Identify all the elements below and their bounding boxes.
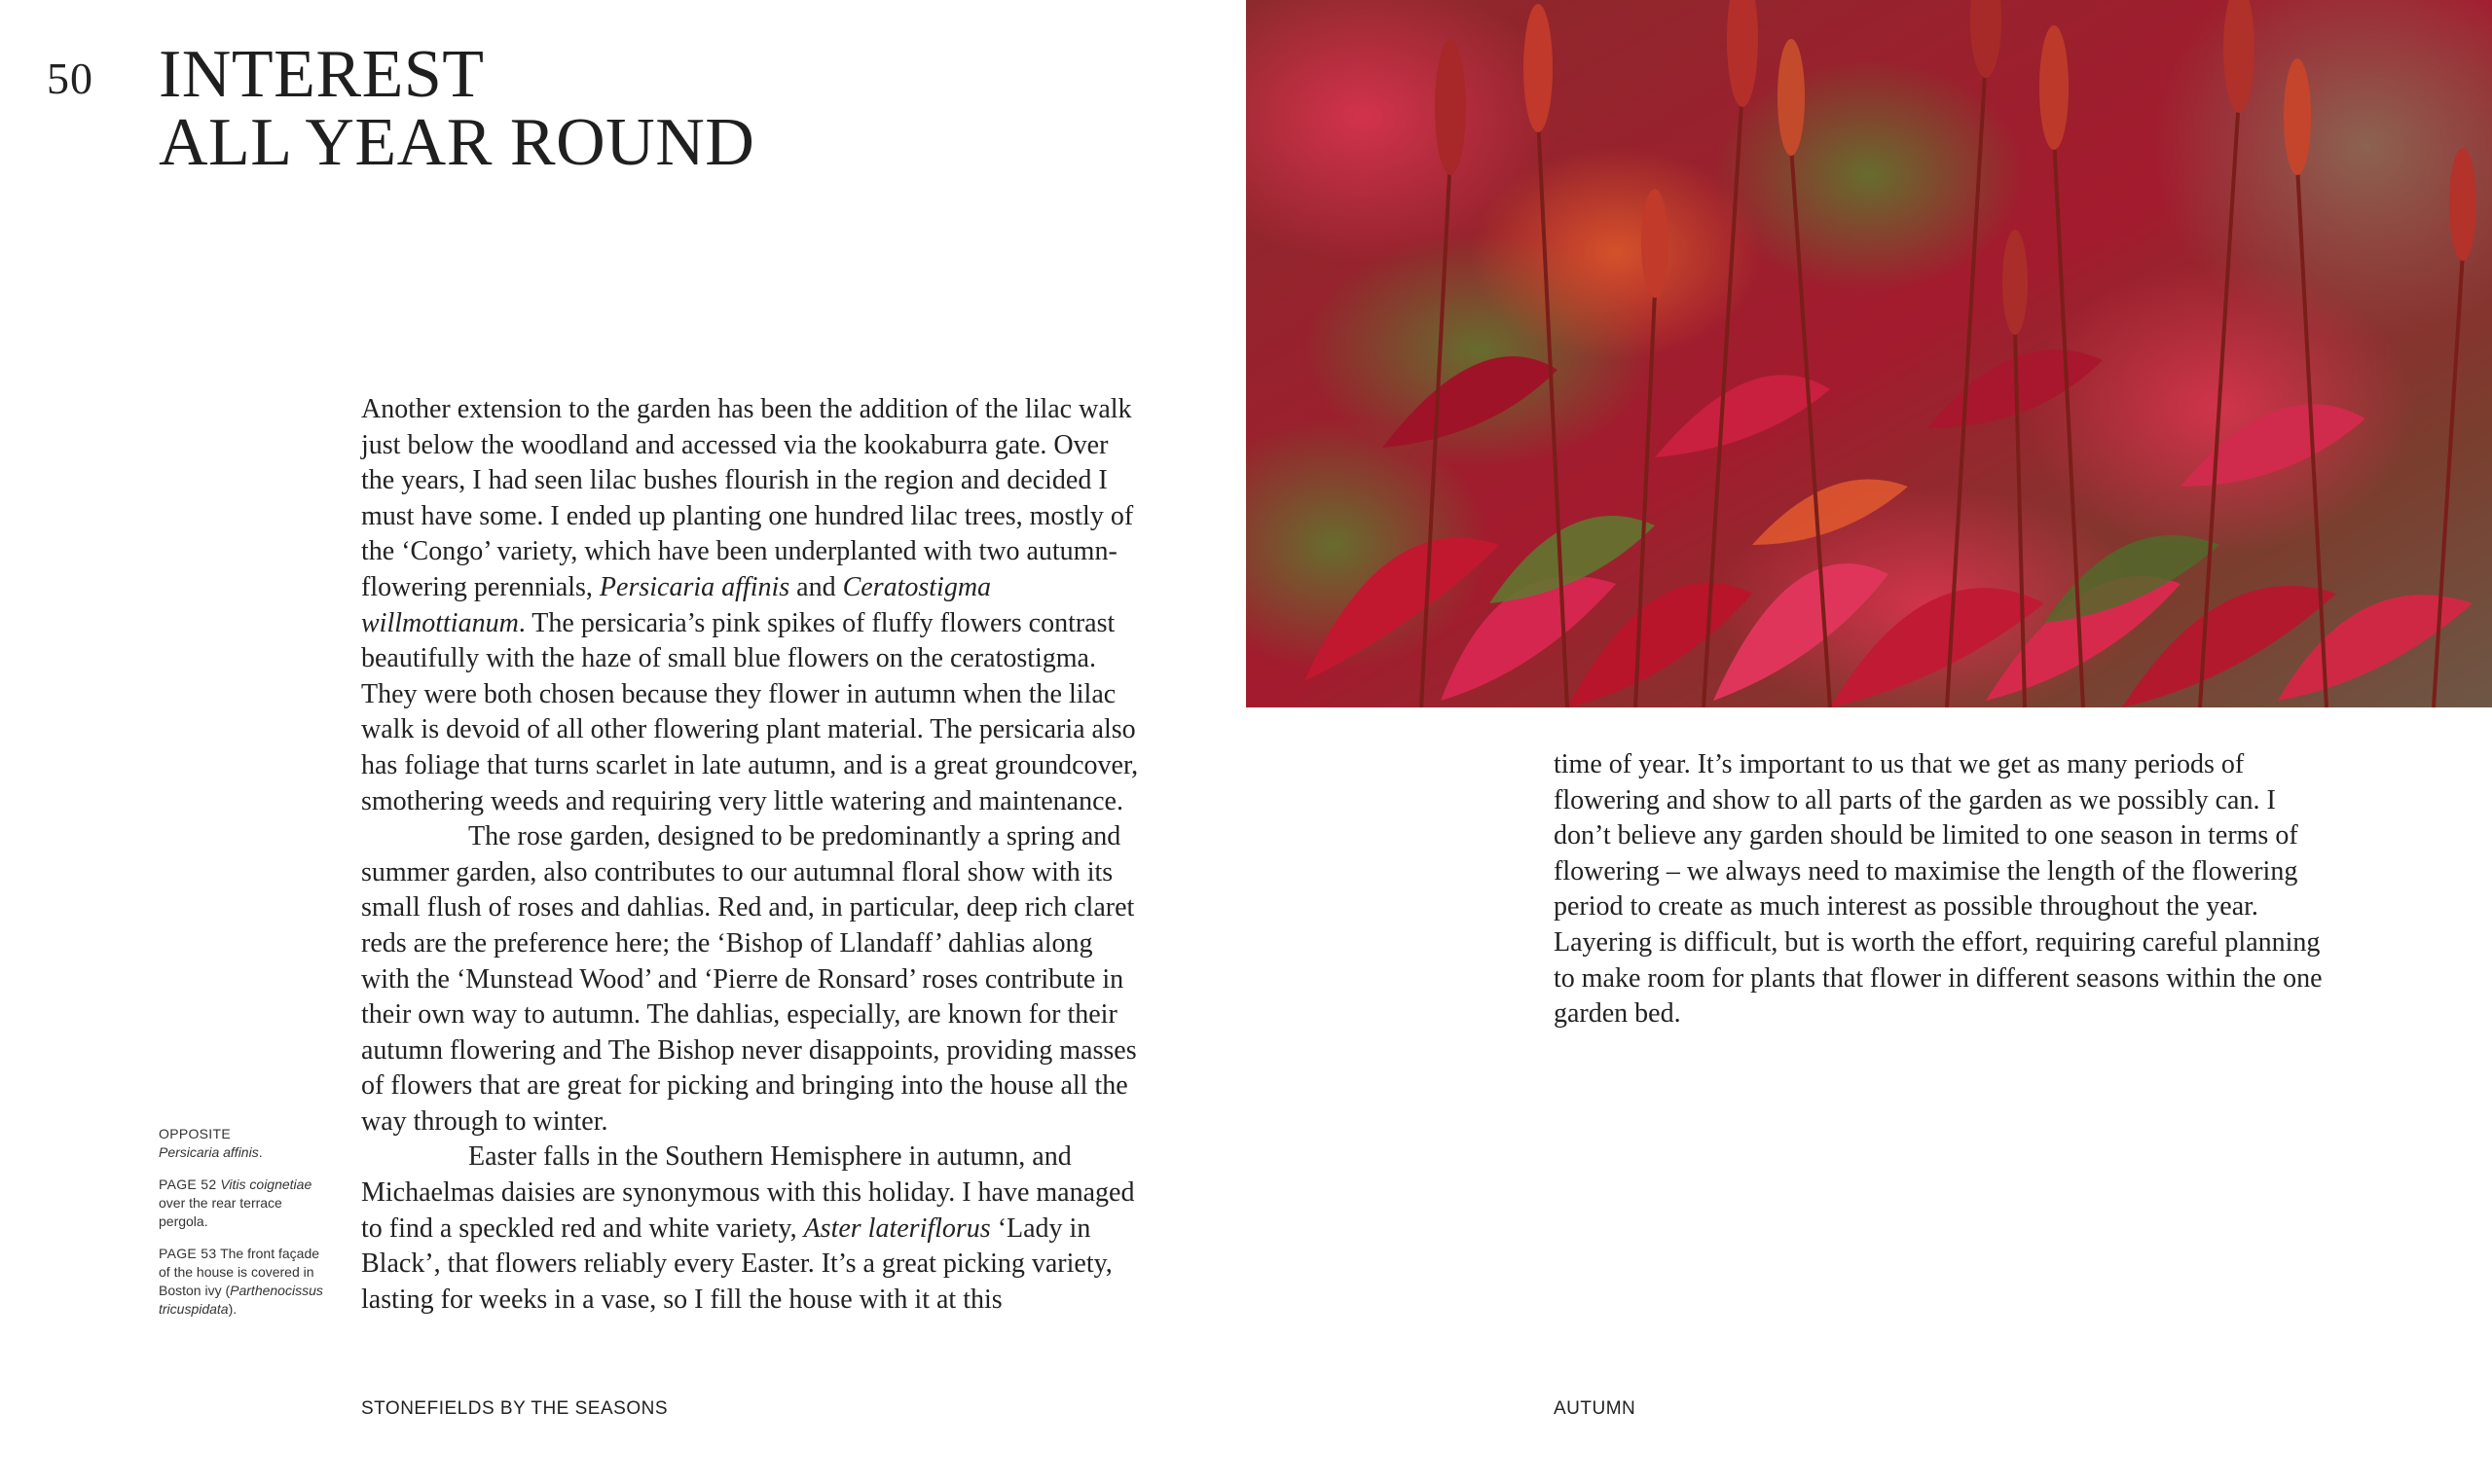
running-head-right: AUTUMN bbox=[1554, 1398, 1636, 1419]
body-column-left bbox=[361, 392, 1140, 1318]
body-paragraph-3 bbox=[361, 1140, 1140, 1318]
running-head-left: STONEFIELDS BY THE SEASONS bbox=[361, 1398, 668, 1419]
text-run: ‘Lady in Black’, that flowers reliably every Easter. It’s a great picking variety, lasting for weeks in a vase, so I fill the house with it at this bbox=[361, 1213, 1113, 1315]
caption-label: PAGE 52 bbox=[159, 1176, 217, 1192]
caption-label: OPPOSITE bbox=[159, 1126, 231, 1141]
body-column-right bbox=[1554, 747, 2332, 1032]
chapter-title-line-2: ALL YEAR ROUND bbox=[159, 105, 755, 180]
caption-italic: Parthenocissus tricuspidata bbox=[159, 1283, 323, 1317]
caption-text: . bbox=[258, 1144, 263, 1160]
caption-text: over the rear terrace pergola. bbox=[159, 1195, 282, 1229]
chapter-title bbox=[159, 37, 755, 180]
page-number: 50 bbox=[47, 54, 93, 103]
persicaria-photo bbox=[1246, 0, 2492, 707]
caption-label: PAGE 53 bbox=[159, 1246, 217, 1261]
chapter-title-line-1: INTEREST bbox=[159, 37, 485, 112]
body-paragraph-1 bbox=[361, 392, 1140, 819]
caption-text: ). bbox=[228, 1301, 238, 1317]
italic-plant-name: Aster lateriflorus bbox=[803, 1213, 991, 1244]
text-run: and bbox=[789, 571, 843, 602]
caption-page-53 bbox=[159, 1245, 329, 1319]
caption-text: The front façade of the house is covered in Boston ivy ( bbox=[159, 1246, 320, 1298]
photo-captions bbox=[159, 1125, 329, 1332]
italic-plant-name: Persicaria affinis bbox=[599, 571, 790, 602]
body-paragraph-continued: time of year. It’s important to us that we get as many periods of flowering and show to all parts of the garden as we possibly can. I don’t believe any garden should be limited to one season in terms of flowering – we always need to maximise the length of the flowering period to create as much interest as possible throughout the year. Layering is difficult, but is worth the effort, requiring careful planning to make room for plants that flower in different seasons within the one garden bed. bbox=[1554, 749, 2323, 1030]
body-paragraph-2: The rose garden, designed to be predominantly a spring and summer garden, also contributes to our autumnal floral show with its small flush of roses and dahlias. Red and, in particular, deep rich claret reds are the preference here; the ‘Bishop of Llandaff’ dahlias along with the ‘Munstead Wood’ and ‘Pierre de Ronsard’ roses contribute in their own way to autumn. The dahlias, especially, are known for their autumn flowering and The Bishop never disappoints, providing masses of flowers that are great for picking and bringing into the house all the way through to winter. bbox=[361, 821, 1137, 1137]
persicaria-illustration bbox=[1246, 0, 2492, 707]
text-run: . The persicaria’s pink spikes of fluffy flowers contrast beautifully with the haze of small blue flowers on the ceratostigma. They were both chosen because they flower in autumn when the lilac walk is devoid of all other flowering plant material. The persicaria also has foliage that turns scarlet in late autumn, and is a great groundcover, smothering weeds and requiring very little watering and maintenance. bbox=[361, 607, 1139, 816]
caption-opposite bbox=[159, 1125, 329, 1162]
caption-page-52 bbox=[159, 1176, 329, 1231]
text-run: Easter falls in the Southern Hemisphere in autumn, and Michaelmas daisies are synonymous with this holiday. I have managed to find a speckled red and white variety, bbox=[361, 1141, 1135, 1244]
caption-italic: Vitis coignetiae bbox=[220, 1176, 312, 1192]
italic-plant-name: Ceratostigma willmottianum bbox=[361, 571, 992, 638]
text-run: Another extension to the garden has been the addition of the lilac walk just below the woodland and accessed via the kookaburra gate. Over the years, I had seen lilac bushes flourish in the region and decided I must have some. I ended up planting one hundred lilac trees, mostly of the ‘Congo’ variety, which have been underplanted with two autumn-flowering perennials, bbox=[361, 394, 1134, 602]
caption-italic: Persicaria affinis bbox=[159, 1144, 259, 1160]
